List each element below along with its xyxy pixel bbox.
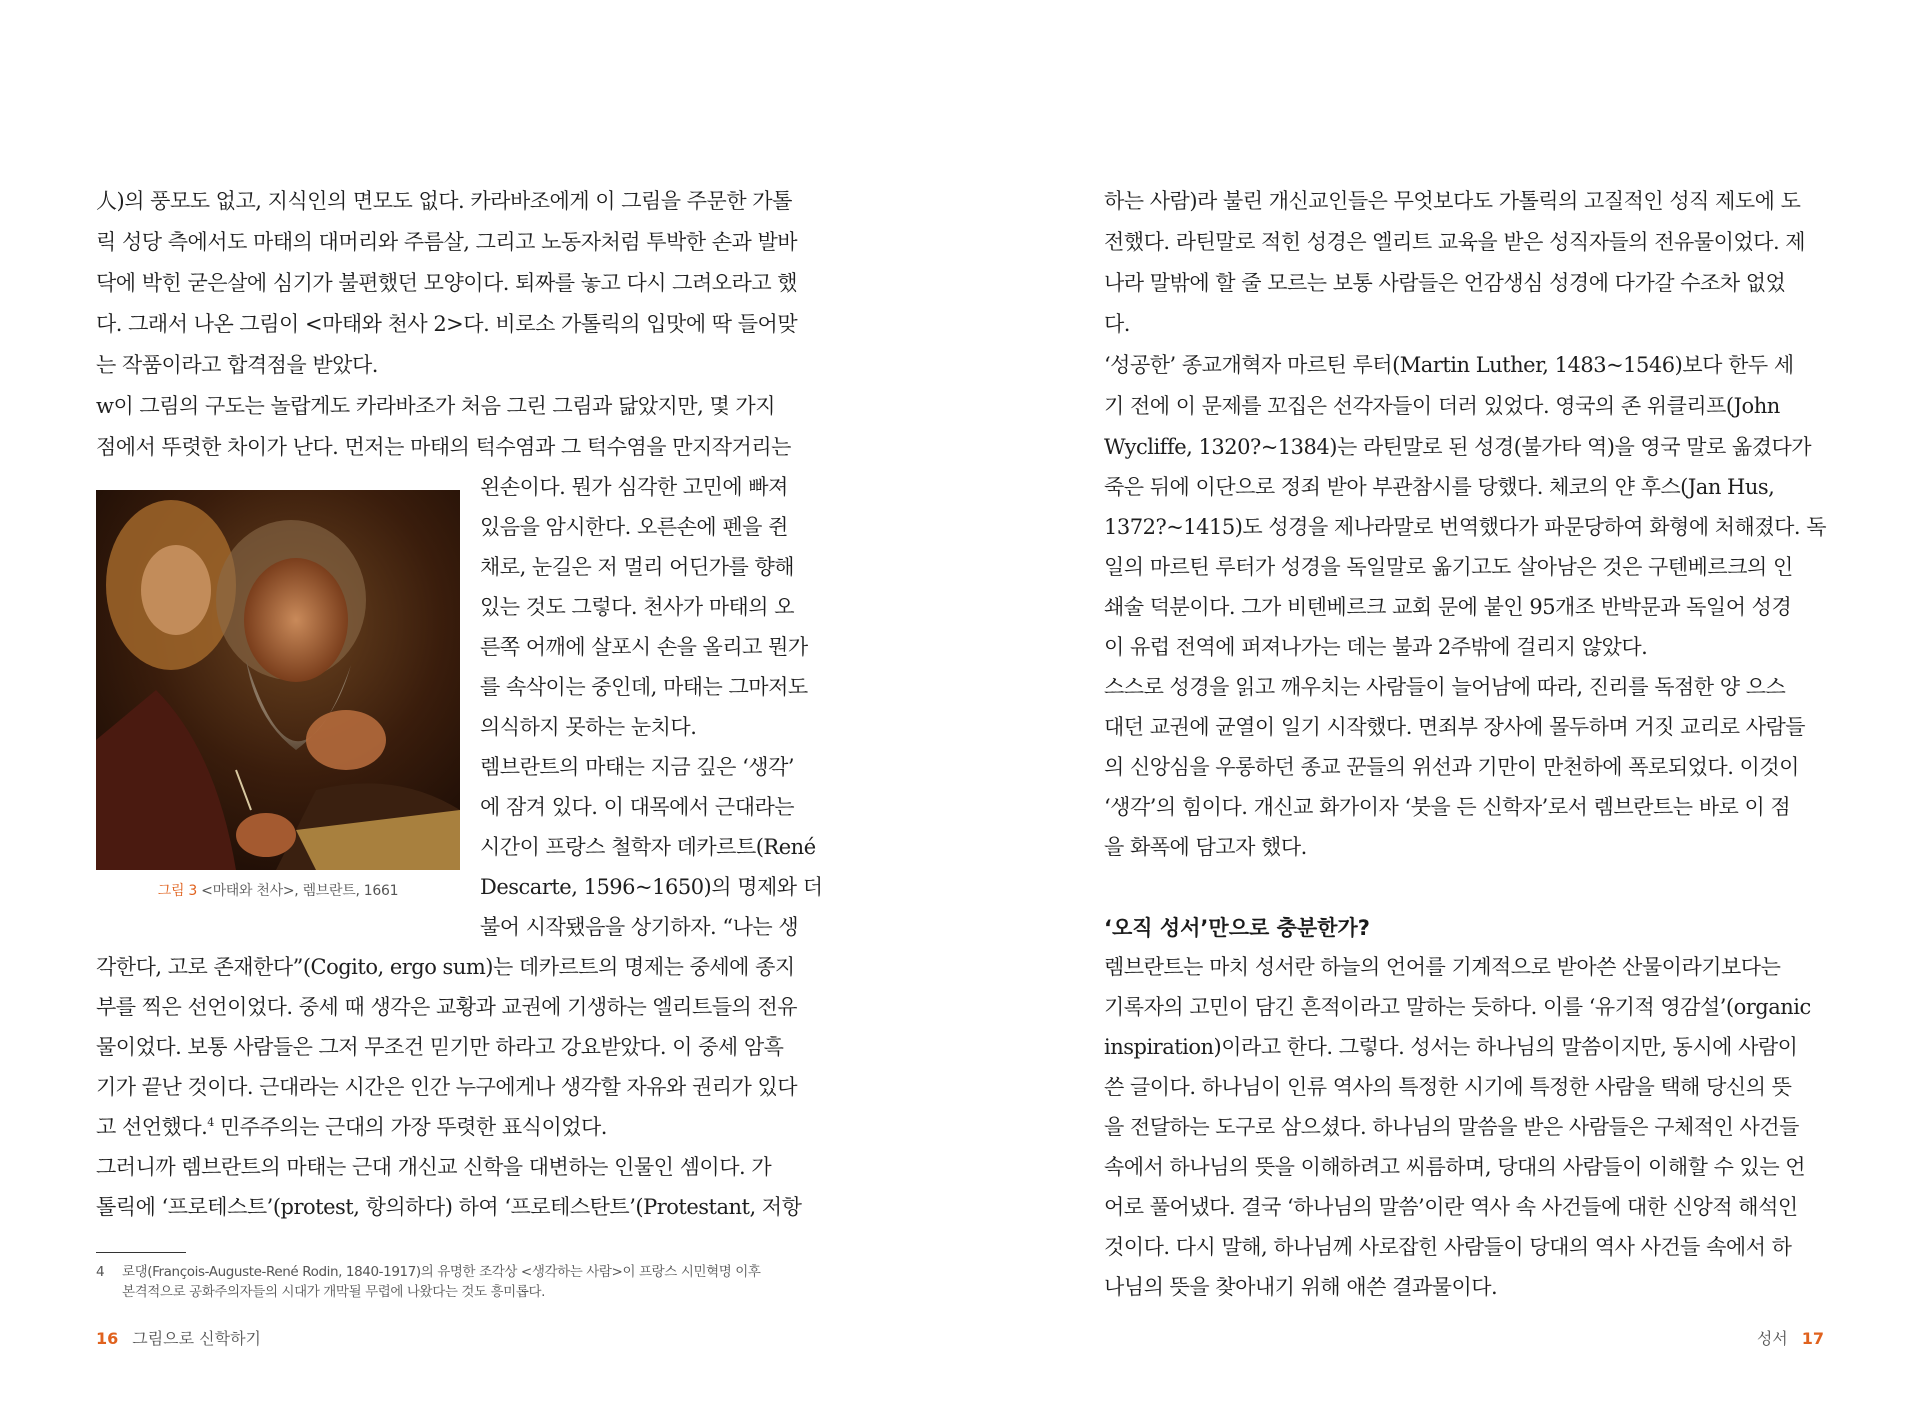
body-line: 의식하지 못하는 눈치다. xyxy=(480,715,697,739)
body-line: 죽은 뒤에 이단으로 정죄 받아 부관참시를 당했다. 체코의 얀 후스(Jan Hus, xyxy=(1104,475,1775,499)
body-line: ‘성공한’ 종교개혁자 마르틴 루터(Martin Luther, 1483~1546)보다 한두 세 xyxy=(1104,353,1794,377)
body-line: 물이었다. 보통 사람들은 그저 무조건 믿기만 하라고 강요받았다. 이 중세 암흑 xyxy=(96,1035,784,1059)
figure-label: 그림 3 xyxy=(157,883,197,899)
running-title: 성서 xyxy=(1756,1329,1788,1348)
body-line: 나님의 뜻을 찾아내기 위해 애쓴 결과물이다. xyxy=(1104,1275,1498,1299)
page-number: 16 xyxy=(96,1329,119,1348)
running-title: 그림으로 신학하기 xyxy=(132,1329,261,1348)
body-line: Descarte, 1596~1650)의 명제와 더 xyxy=(480,875,823,899)
footnote-text: 본격적으로 공화주의자들의 시대가 개막될 무렵에 나왔다는 것도 흥미롭다. xyxy=(122,1284,546,1300)
rembrandt-painting-image xyxy=(96,490,460,870)
footnote-reference[interactable]: 4 xyxy=(207,1116,214,1129)
body-line: 대던 교권에 균열이 일기 시작했다. 면죄부 장사에 몰두하며 거짓 교리로 사람들 xyxy=(1104,715,1806,739)
body-line: 이 유럽 전역에 퍼져나가는 데는 불과 2주밖에 걸리지 않았다. xyxy=(1104,635,1648,659)
body-line: 하는 사람)라 불린 개신교인들은 무엇보다도 가톨릭의 고질적인 성직 제도에 도 xyxy=(1104,189,1801,213)
body-line: 의 신앙심을 우롱하던 종교 꾼들의 위선과 기만이 만천하에 폭로되었다. 이것이 xyxy=(1104,755,1799,779)
body-line: 점에서 뚜렷한 차이가 난다. 먼저는 마태의 턱수염과 그 턱수염을 만지작거리는 xyxy=(96,435,791,459)
body-line: 왼손이다. 뭔가 심각한 고민에 빠져 xyxy=(480,475,788,499)
footnote-divider xyxy=(96,1252,186,1253)
section-heading: ‘오직 성서’만으로 충분한가? xyxy=(1104,916,1370,940)
body-line: 쓴 글이다. 하나님이 인류 역사의 특정한 시기에 특정한 사람을 택해 당신의 뜻 xyxy=(1104,1075,1792,1099)
body-line: 채로, 눈길은 저 멀리 어딘가를 향해 xyxy=(480,555,795,579)
body-line: 나라 말밖에 할 줄 모르는 보통 사람들은 언감생심 성경에 다가갈 수조차 없었 xyxy=(1104,271,1786,295)
body-line: 일의 마르틴 루터가 성경을 독일말로 옮기고도 살아남은 것은 구텐베르크의 인 xyxy=(1104,555,1793,579)
body-line: 것이다. 다시 말해, 하나님께 사로잡힌 사람들이 당대의 역사 사건들 속에서 하 xyxy=(1104,1235,1792,1259)
body-line: 닥에 박힌 굳은살에 심기가 불편했던 모양이다. 퇴짜를 놓고 다시 그려오라고 했 xyxy=(96,271,798,295)
page-footer-right xyxy=(1757,1326,1824,1349)
body-line: 다. xyxy=(1104,312,1130,336)
body-line: 人)의 풍모도 없고, 지식인의 면모도 없다. 카라바조에게 이 그림을 주문한 가톨 xyxy=(96,189,792,213)
body-line: 있는 것도 그렇다. 천사가 마태의 오 xyxy=(480,595,795,619)
body-line: 다. 그래서 나온 그림이 <마태와 천사 2>다. 비로소 가톨릭의 입맛에 딱 들어맞 xyxy=(96,312,798,336)
body-line: 을 화폭에 담고자 했다. xyxy=(1104,835,1307,859)
figure-caption xyxy=(96,880,460,900)
body-line xyxy=(96,1112,607,1142)
body-line: 전했다. 라틴말로 적힌 성경은 엘리트 교육을 받은 성직자들의 전유물이었다. 제 xyxy=(1104,230,1806,254)
body-line: 쇄술 덕분이다. 그가 비텐베르크 교회 문에 붙인 95개조 반박문과 독일어 성경 xyxy=(1104,595,1792,619)
page-footer-left xyxy=(96,1326,261,1349)
body-line: 릭 성당 측에서도 마태의 대머리와 주름살, 그리고 노동자처럼 투박한 손과 발바 xyxy=(96,230,798,254)
body-line: 는 작품이라고 합격점을 받았다. xyxy=(96,353,378,377)
body-line: 기록자의 고민이 담긴 흔적이라고 말하는 듯하다. 이를 ‘유기적 영감설’(organic xyxy=(1104,995,1811,1019)
body-text: 민주주의는 근대의 가장 뚜렷한 표식이었다. xyxy=(213,1115,607,1139)
body-line: 를 속삭이는 중인데, 마태는 그마저도 xyxy=(480,675,808,699)
body-line: 스스로 성경을 읽고 깨우치는 사람들이 늘어남에 따라, 진리를 독점한 양 으스 xyxy=(1104,675,1786,699)
body-line: 불어 시작됐음을 상기하자. “나는 생 xyxy=(480,915,799,939)
body-line: 에 잠겨 있다. 이 대목에서 근대라는 xyxy=(480,795,795,819)
body-line: 1372?~1415)도 성경을 제나라말로 번역했다가 파문당하여 화형에 처해졌다. 독 xyxy=(1104,515,1827,539)
body-line: 각한다, 고로 존재한다”(Cogito, ergo sum)는 데카르트의 명제는 중세에 종지 xyxy=(96,955,795,979)
body-line: 른쪽 어깨에 살포시 손을 올리고 뭔가 xyxy=(480,635,808,659)
footnote-number: 4 xyxy=(96,1264,105,1280)
figure-caption-text: <마태와 천사>, 렘브란트, 1661 xyxy=(197,883,399,899)
footnote-text: 로댕(François-Auguste-René Rodin, 1840-1917)의 유명한 조각상 <생각하는 사람>이 프랑스 시민혁명 이후 xyxy=(122,1264,761,1280)
body-line: inspiration)이라고 한다. 그렇다. 성서는 하나님의 말씀이지만, 동시에 사람이 xyxy=(1104,1035,1798,1059)
body-line: 속에서 하나님의 뜻을 이해하려고 씨름하며, 당대의 사람들이 이해할 수 있는 언 xyxy=(1104,1155,1806,1179)
body-line: 어로 풀어냈다. 결국 ‘하나님의 말씀’이란 역사 속 사건들에 대한 신앙적 해석인 xyxy=(1104,1195,1798,1219)
body-line: 그러니까 렘브란트의 마태는 근대 개신교 신학을 대변하는 인물인 셈이다. 가 xyxy=(96,1155,772,1179)
body-line: 톨릭에 ‘프로테스트’(protest, 항의하다) 하여 ‘프로테스탄트’(Protestant, 저항 xyxy=(96,1195,802,1219)
body-line: Wycliffe, 1320?~1384)는 라틴말로 된 성경(불가타 역)을 영국 말로 옮겼다가 xyxy=(1104,435,1812,459)
body-line: 기 전에 이 문제를 꼬집은 선각자들이 더러 있었다. 영국의 존 위클리프(John xyxy=(1104,394,1780,418)
body-line: 부를 찍은 선언이었다. 중세 때 생각은 교황과 교권에 기생하는 엘리트들의 전유 xyxy=(96,995,798,1019)
body-line: w이 그림의 구도는 놀랍게도 카라바조가 처음 그린 그림과 닮았지만, 몇 가지 xyxy=(96,394,775,418)
body-line: 시간이 프랑스 철학자 데카르트(René xyxy=(480,835,816,859)
body-line: 있음을 암시한다. 오른손에 펜을 쥔 xyxy=(480,515,788,539)
body-line: ‘생각’의 힘이다. 개신교 화가이자 ‘붓을 든 신학자’로서 렘브란트는 바로 이 점 xyxy=(1104,795,1791,819)
body-line: 을 전달하는 도구로 삼으셨다. 하나님의 말씀을 받은 사람들은 구체적인 사건들 xyxy=(1104,1115,1799,1139)
body-text: 고 선언했다. xyxy=(96,1115,208,1139)
body-line: 기가 끝난 것이다. 근대라는 시간은 인간 누구에게나 생각할 자유와 권리가 있다 xyxy=(96,1075,798,1099)
page-number: 17 xyxy=(1801,1329,1824,1348)
body-line: 렘브란트의 마태는 지금 깊은 ‘생각’ xyxy=(480,755,795,779)
body-line: 렘브란트는 마치 성서란 하늘의 언어를 기계적으로 받아쓴 산물이라기보다는 xyxy=(1104,955,1781,979)
